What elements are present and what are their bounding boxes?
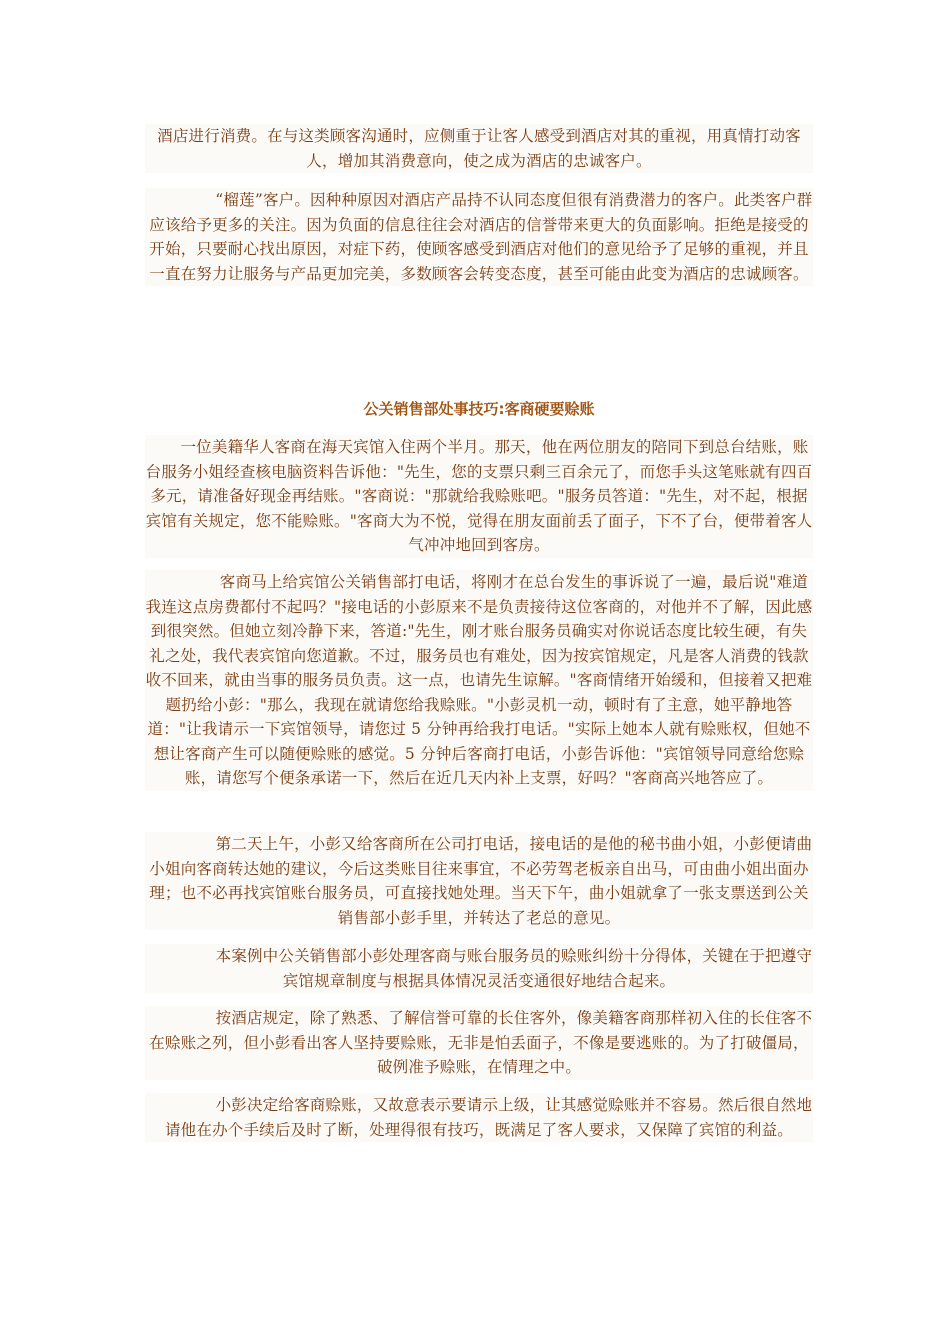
paragraph-durian-customer: “榴莲”客户。因种种原因对酒店产品持不认同态度但很有消费潜力的客户。此类客户群应该给予更多的关注。因为负面的信息往往会对酒店的信誉带来更大的负面影响。拒绝是接受的开始，只要耐心找出原因，对症下药，使顾客感受到酒店对他们的意见给予了足够的重视，并且一直在努力让服务与产品更加完美，多数顾客会转变态度，甚至可能由此变为酒店的忠诚顾客。 <box>149 191 813 283</box>
paragraph-block <box>145 1093 813 1142</box>
paragraph-block <box>145 124 813 173</box>
paragraph-block <box>145 188 813 286</box>
article-title: 公关销售部处事技巧:客商硬要赊账 <box>363 400 595 418</box>
paragraph-5: 按酒店规定，除了熟悉、了解信誉可靠的长住客外，像美籍客商那样初入住的长住客不在赊账之列，但小彭看出客人坚持要赊账，无非是怕丢面子，不像是要逃账的。为了打破僵局，破例准予赊账，在情理之中。 <box>149 1009 813 1076</box>
paragraph-block <box>145 435 813 558</box>
paragraph-continuation: 酒店进行消费。在与这类顾客沟通时，应侧重于让客人感受到酒店对其的重视，用真情打动客人，增加其消费意向，使之成为酒店的忠诚客户。 <box>157 127 801 170</box>
paragraph-4: 本案例中公关销售部小彭处理客商与账台服务员的赊账纠纷十分得体，关键在于把遵守宾馆规章制度与根据具体情况灵活变通很好地结合起来。 <box>215 947 813 990</box>
paragraph-block <box>145 1006 813 1080</box>
paragraph-6: 小彭决定给客商赊账，又故意表示要请示上级，让其感觉赊账并不容易。然后很自然地请他在办个手续后及时了断，处理得很有技巧，既满足了客人要求，又保障了宾馆的利益。 <box>164 1096 813 1139</box>
paragraph-3: 第二天上午，小彭又给客商所在公司打电话，接电话的是他的秘书曲小姐，小彭便请曲小姐向客商转达她的建议，今后这类账目往来事宜，不必劳驾老板亲自出马，可由曲小姐出面办理；也不必再找宾馆账台服务员，可直接找她处理。当天下午，曲小姐就拿了一张支票送到公关销售部小彭手里，并转达了老总的意见。 <box>149 835 813 927</box>
paragraph-block <box>145 944 813 993</box>
paragraph-2: 客商马上给宾馆公关销售部打电话，将刚才在总台发生的事诉说了一遍，最后说"难道我连这点房费都付不起吗？"接电话的小彭原来不是负责接待这位客商的，对他并不了解，因此感到很突然。但她立刻冷静下来，答道:"先生，刚才账台服务员确实对你说话态度比较生硬，有失礼之处，我代表宾馆向您道歉。不过，服务员也有难处，因为按宾馆规定，凡是客人消费的钱款收不回来，就由当事的服务员负责。这一点，也请先生谅解。"客商情绪开始缓和，但接着又把难题扔给小彭："那么，我现在就请您给我赊账。"小彭灵机一动，顿时有了主意，她平静地答道："让我请示一下宾馆领导，请您过 5 分钟再给我打电话。"实际上她本人就有赊账权，但她不想让客商产生可以随便赊账的感觉。5 分钟后客商打电话，小彭告诉他："宾馆领导同意给您赊账，请您写个便条承诺一下，然后在近几天内补上支票，好吗？"客商高兴地答应了。 <box>145 573 813 787</box>
paragraph-block <box>145 570 813 791</box>
paragraph-1: 一位美籍华人客商在海天宾馆入住两个半月。那天，他在两位朋友的陪同下到总台结账，账台服务小姐经查核电脑资料告诉他："先生，您的支票只剩三百余元了，而您手头这笔账就有四百多元，请准备好现金再结账。"客商说："那就给我赊账吧。"服务员答道："先生，对不起，根据宾馆有关规定，您不能赊账。"客商大为不悦，觉得在朋友面前丢了面子，下不了台，便带着客人气冲冲地回到客房。 <box>145 438 813 554</box>
paragraph-block <box>145 832 813 930</box>
